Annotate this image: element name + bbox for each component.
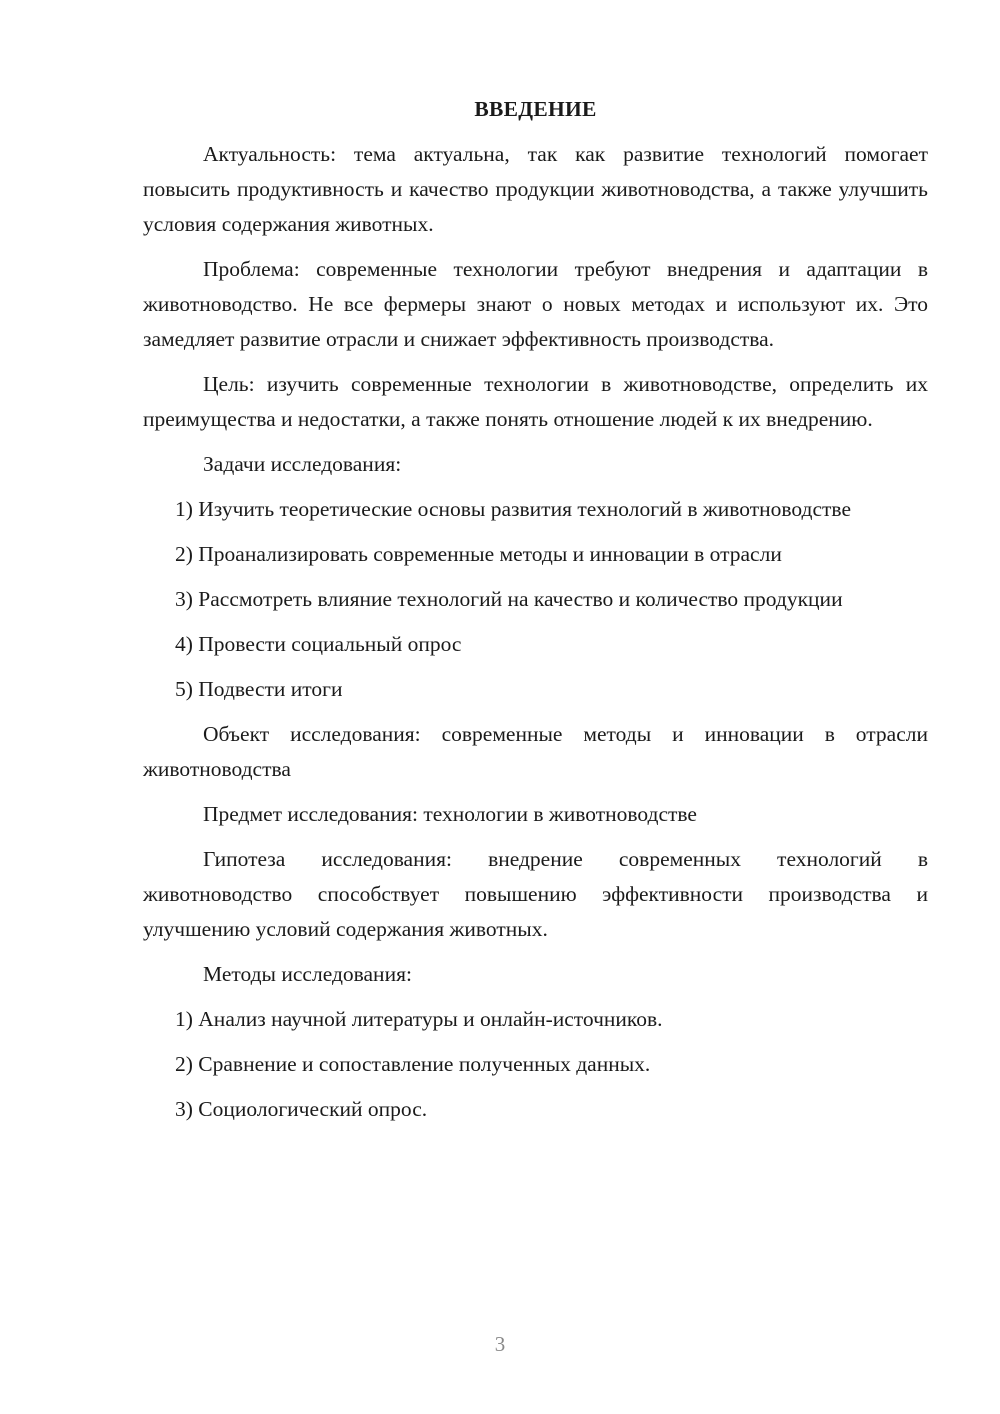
method-item: 3) Социологический опрос. bbox=[175, 1097, 428, 1121]
task-item: 4) Провести социальный опрос bbox=[175, 632, 462, 656]
section-title: ВВЕДЕНИЕ bbox=[474, 97, 597, 121]
paragraph-problem: Проблема: современные технологии требуют внедрения и адаптации в животноводство. Не все фермеры знают о новых методах и используют их. Это замедляет развитие отрасли и снижает эффективность производства. bbox=[143, 257, 928, 351]
task-item: 2) Проанализировать современные методы и инновации в отрасли bbox=[175, 542, 782, 566]
paragraph-tasks-heading: Задачи исследования: bbox=[203, 452, 402, 476]
paragraph-hypothesis: Гипотеза исследования: внедрение современных технологий в животноводство способствует повышению эффективности производства и улучшению условий содержания животных. bbox=[143, 847, 928, 941]
task-item: 5) Подвести итоги bbox=[175, 677, 343, 701]
paragraph-relevance: Актуальность: тема актуальна, так как развитие технологий помогает повысить продуктивность и качество продукции животноводства, а также улучшить условия содержания животных. bbox=[143, 142, 928, 236]
method-item: 1) Анализ научной литературы и онлайн-источников. bbox=[175, 1007, 663, 1031]
task-item: 3) Рассмотреть влияние технологий на качество и количество продукции bbox=[175, 587, 843, 611]
paragraph-object: Объект исследования: современные методы и инновации в отрасли животноводства bbox=[143, 722, 928, 781]
page-number: 3 bbox=[494, 1332, 506, 1356]
task-item: 1) Изучить теоретические основы развития технологий в животноводстве bbox=[175, 497, 852, 521]
document-page bbox=[143, 92, 928, 1137]
paragraph-goal: Цель: изучить современные технологии в животноводстве, определить их преимущества и недостатки, а также понять отношение людей к их внедрению. bbox=[143, 372, 928, 431]
paragraph-subject: Предмет исследования: технологии в животноводстве bbox=[203, 802, 697, 826]
method-item: 2) Сравнение и сопоставление полученных данных. bbox=[175, 1052, 651, 1076]
paragraph-methods-heading: Методы исследования: bbox=[203, 962, 412, 986]
